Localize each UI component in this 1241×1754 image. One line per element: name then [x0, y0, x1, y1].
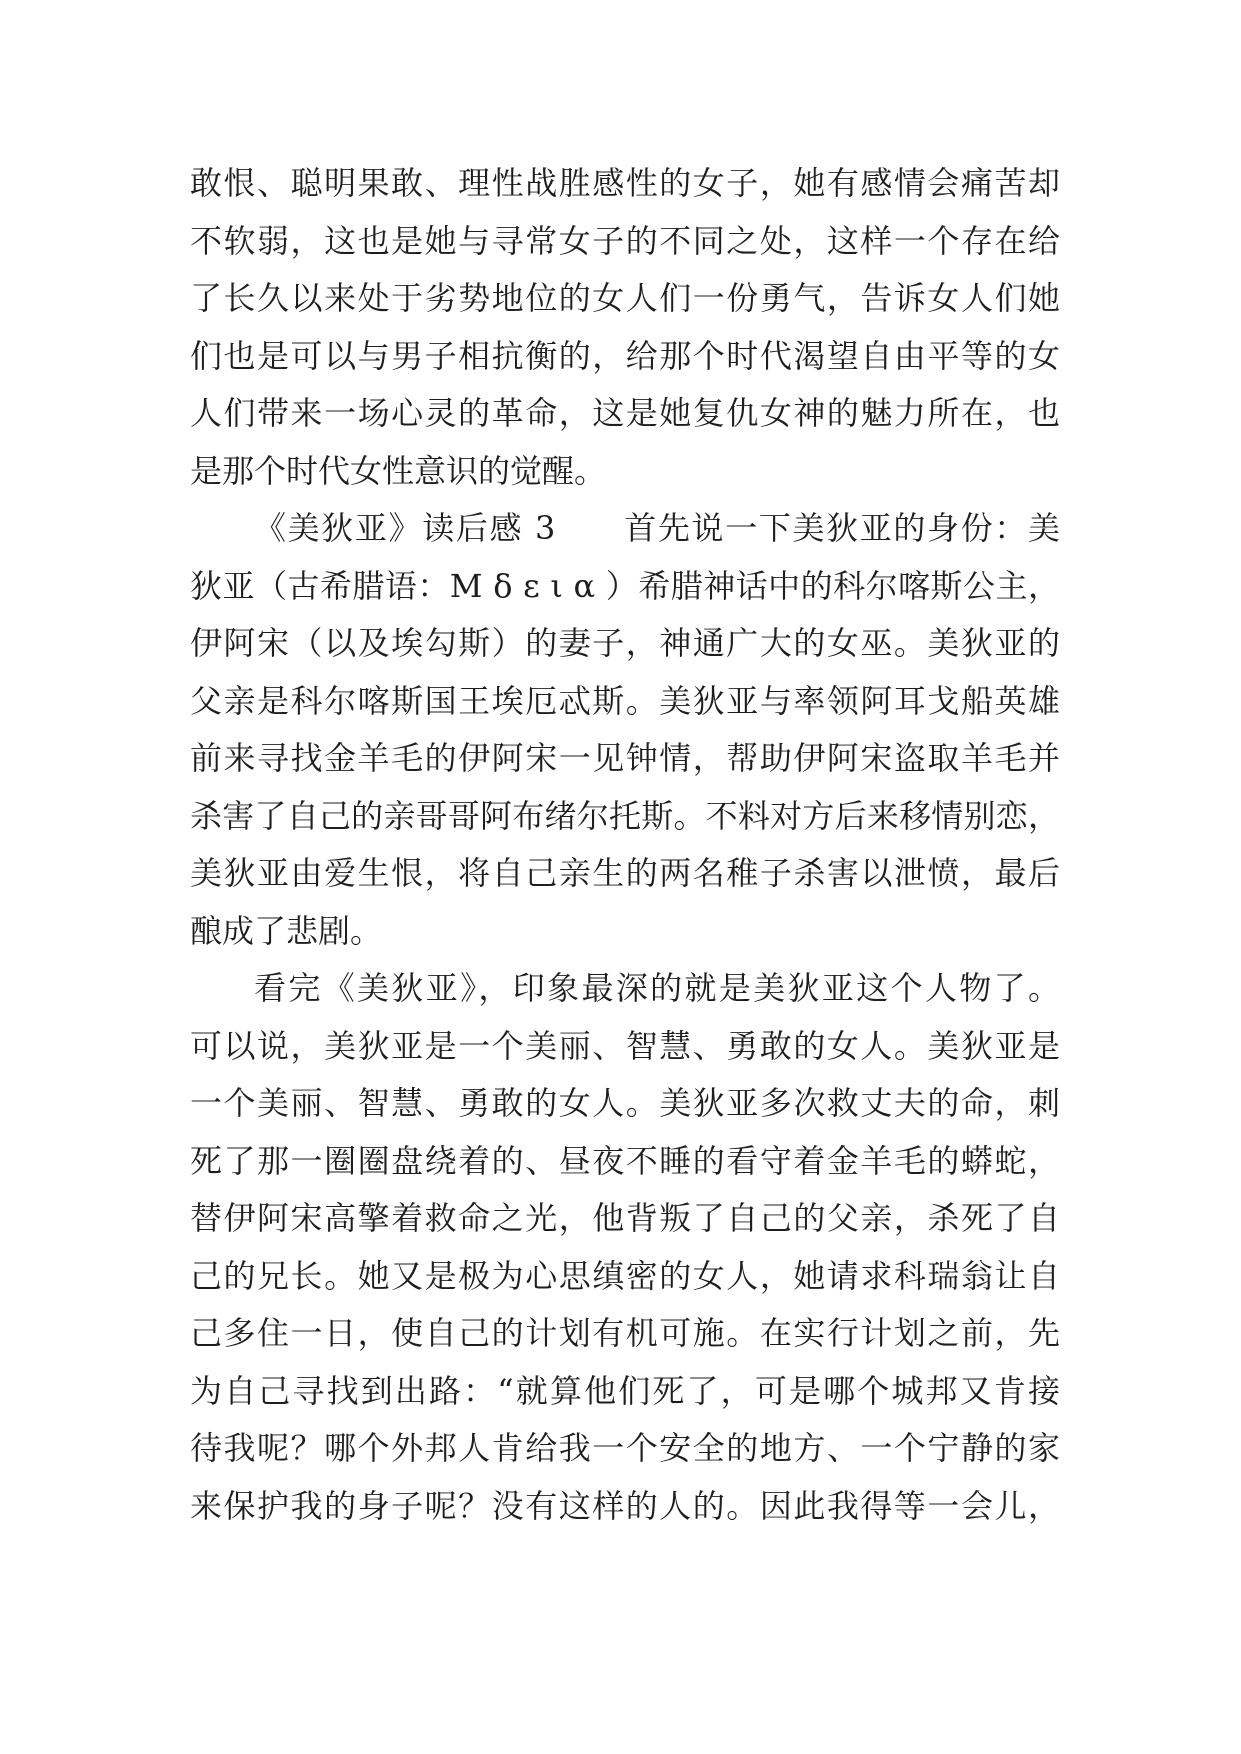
text-line: 敢恨、聪明果敢、理性战胜感性的女子，她有感情会痛苦却: [190, 164, 1060, 202]
body-text: [190, 155, 1060, 1535]
text-line: 是那个时代女性意识的觉醒。: [190, 451, 607, 490]
text-line: 来保护我的身子呢？没有这样的人的。因此我得等一会儿，: [190, 1486, 1060, 1525]
text-line: 待我呢？哪个外邦人肯给我一个安全的地方、一个宁静的家: [190, 1429, 1060, 1467]
text-line: 为自己寻找到出路：“就算他们死了，可是哪个城邦又肯接: [190, 1371, 1060, 1410]
text-line: 们也是可以与男子相抗衡的，给那个时代渴望自由平等的女: [190, 336, 1060, 375]
text-line: 了长久以来处于劣势地位的女人们一份勇气，告诉女人们她: [190, 279, 1060, 317]
text-line: 替伊阿宋高擎着救命之光，他背叛了自己的父亲，杀死了自: [190, 1199, 1060, 1237]
text-line: 父亲是科尔喀斯国王埃厄忒斯。美狄亚与率领阿耳戈船英雄: [190, 681, 1060, 720]
text-line: 己的兄长。她又是极为心思缜密的女人，她请求科瑞翁让自: [190, 1256, 1060, 1295]
text-line: 不软弱，这也是她与寻常女子的不同之处，这样一个存在给: [190, 221, 1060, 260]
text-line: 狄亚（古希腊语：Μ δ ε ι α ）希腊神话中的科尔喀斯公主，: [190, 566, 1060, 605]
text-line: 伊阿宋（以及埃勾斯）的妻子，神通广大的女巫。美狄亚的: [190, 624, 1060, 662]
paragraph-first-line: 看完《美狄亚》，印象最深的就是美狄亚这个人物了。: [254, 969, 1060, 1007]
text-line: 酿成了悲剧。: [190, 911, 383, 950]
text-line: 死了那一圈圈盘绕着的、昼夜不睡的看守着金羊毛的蟒蛇，: [190, 1141, 1060, 1180]
text-line: 一个美丽、智慧、勇敢的女人。美狄亚多次救丈夫的命，刺: [190, 1084, 1060, 1122]
text-line: 人们带来一场心灵的革命，这是她复仇女神的魅力所在，也: [190, 394, 1060, 432]
section-heading-line: 《美狄亚》读后感 3 首先说一下美狄亚的身份：美: [254, 509, 1060, 547]
text-line: 前来寻找金羊毛的伊阿宋一见钟情，帮助伊阿宋盗取羊毛并: [190, 739, 1060, 777]
text-line: 杀害了自己的亲哥哥阿布绪尔托斯。不料对方后来移情别恋，: [190, 796, 1060, 835]
text-line: 己多住一日，使自己的计划有机可施。在实行计划之前，先: [190, 1314, 1060, 1352]
text-line: 美狄亚由爱生恨，将自己亲生的两名稚子杀害以泄愤，最后: [190, 854, 1060, 892]
text-line: 可以说，美狄亚是一个美丽、智慧、勇敢的女人。美狄亚是: [190, 1026, 1060, 1065]
